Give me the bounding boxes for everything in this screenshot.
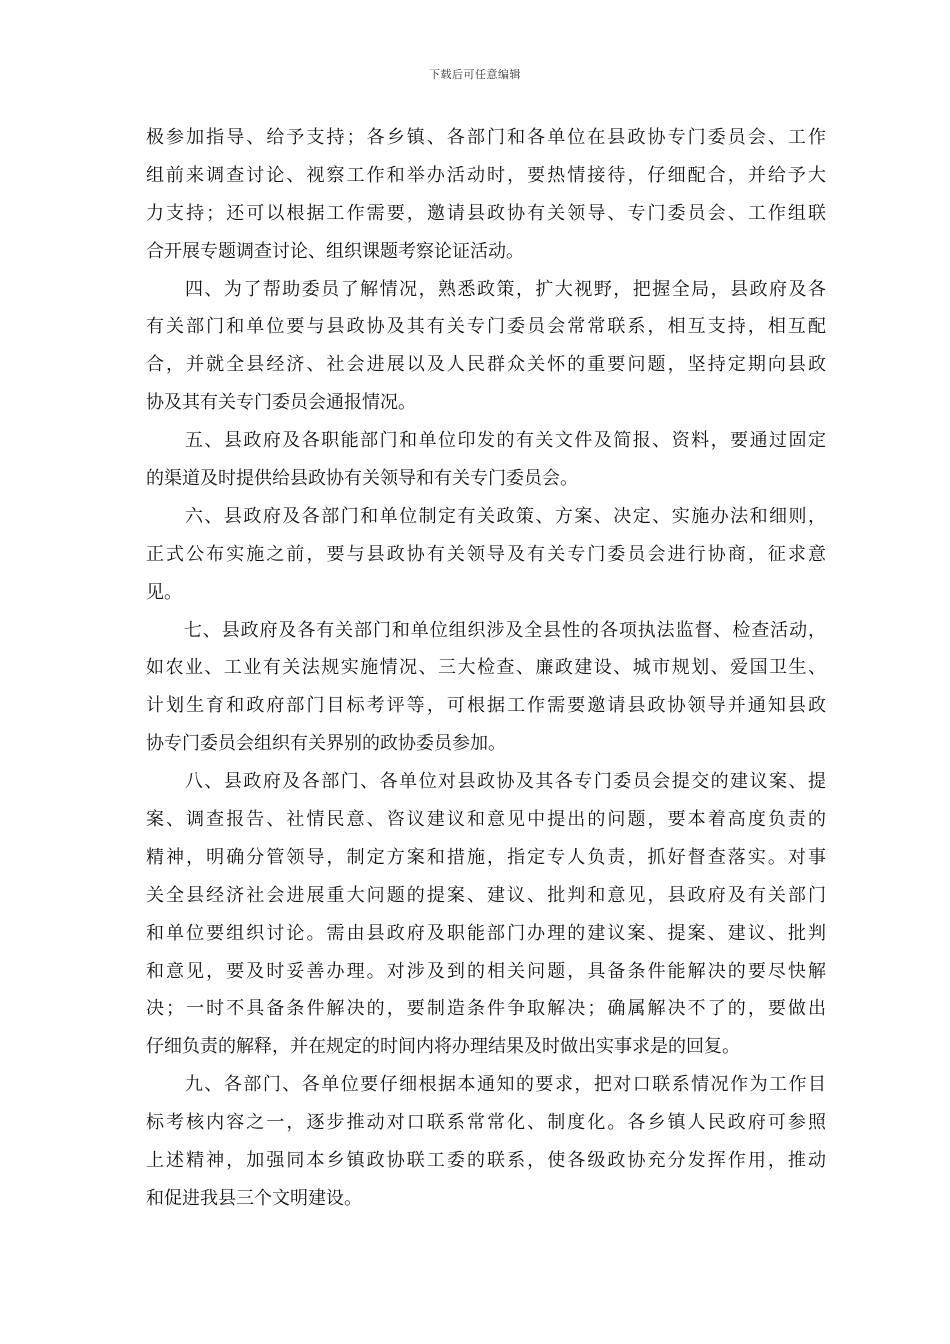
text-line: 力支持；还可以根据工作需要，邀请县政协有关领导、专门委员会、工作组联 <box>146 202 826 224</box>
text-line: 计划生育和政府部门目标考评等，可根据工作需要邀请县政协领导并通知县政 <box>146 695 826 717</box>
text-line: 见。 <box>146 581 182 603</box>
text-line: 关全县经济社会进展重大问题的提案、建议、批判和意见，县政府及有关部门 <box>146 884 826 906</box>
page-header-note: 下载后可任意编辑 <box>429 68 521 81</box>
text-line: 案、调查报告、社情民意、咨议建议和意见中提出的问题，要本着高度负责的 <box>146 809 826 831</box>
text-line: 如农业、工业有关法规实施情况、三大检查、廉政建设、城市规划、爱国卫生、 <box>146 657 826 679</box>
text-line: 极参加指导、给予支持；各乡镇、各部门和各单位在县政协专门委员会、工作 <box>146 127 826 148</box>
text-line: 组前来调查讨论、视察工作和举办活动时，要热情接待，仔细配合，并给予大 <box>146 164 826 186</box>
text-line: 和单位要组织讨论。需由县政府及职能部门办理的建议案、提案、建议、批判 <box>146 922 826 944</box>
document-body <box>146 119 826 1218</box>
text-line: 标考核内容之一，逐步推动对口联系常常化、制度化。各乡镇人民政府可参照 <box>146 1112 826 1134</box>
text-line: 合开展专题调查讨论、组织课题考察论证活动。 <box>146 240 524 262</box>
text-line: 有关部门和单位要与县政协及其有关专门委员会常常联系，相互支持，相互配 <box>146 316 826 338</box>
text-line: 协及其有关专门委员会通报情况。 <box>146 392 416 414</box>
text-line: 精神，明确分管领导，制定方案和措施，指定专人负责，抓好督查落实。对事 <box>146 846 826 868</box>
text-line: 和意见，要及时妥善办理。对涉及到的相关问题，具备条件能解决的要尽快解 <box>146 960 826 982</box>
text-line: 五、县政府及各职能部门和单位印发的有关文件及简报、资料，要通过固定 <box>146 430 826 452</box>
text-line: 上述精神，加强同本乡镇政协联工委的联系，使各级政协充分发挥作用，推动 <box>146 1150 826 1172</box>
text-line: 合，并就全县经济、社会进展以及人民群众关怀的重要问题，坚持定期向县政 <box>146 354 826 376</box>
text-line: 七、县政府及各有关部门和单位组织涉及全县性的各项执法监督、检查活动， <box>146 619 826 641</box>
text-line: 六、县政府及各部门和单位制定有关政策、方案、决定、实施办法和细则， <box>146 505 826 527</box>
text-line: 协专门委员会组织有关界别的政协委员参加。 <box>146 733 506 755</box>
text-line: 的渠道及时提供给县政协有关领导和有关专门委员会。 <box>146 468 578 490</box>
text-line: 决；一时不具备条件解决的，要制造条件争取解决；确属解决不了的，要做出 <box>146 998 826 1020</box>
text-line: 正式公布实施之前，要与县政协有关领导及有关专门委员会进行协商，征求意 <box>146 543 826 565</box>
text-line: 仔细负责的解释，并在规定的时间内将办理结果及时做出实事求是的回复。 <box>146 1036 740 1058</box>
text-line: 八、县政府及各部门、各单位对县政协及其各专门委员会提交的建议案、提 <box>146 771 826 793</box>
text-line: 和促进我县三个文明建设。 <box>146 1187 362 1209</box>
text-line: 四、为了帮助委员了解情况，熟悉政策，扩大视野，把握全局，县政府及各 <box>146 278 826 300</box>
text-line: 九、各部门、各单位要仔细根据本通知的要求，把对口联系情况作为工作目 <box>146 1074 826 1096</box>
